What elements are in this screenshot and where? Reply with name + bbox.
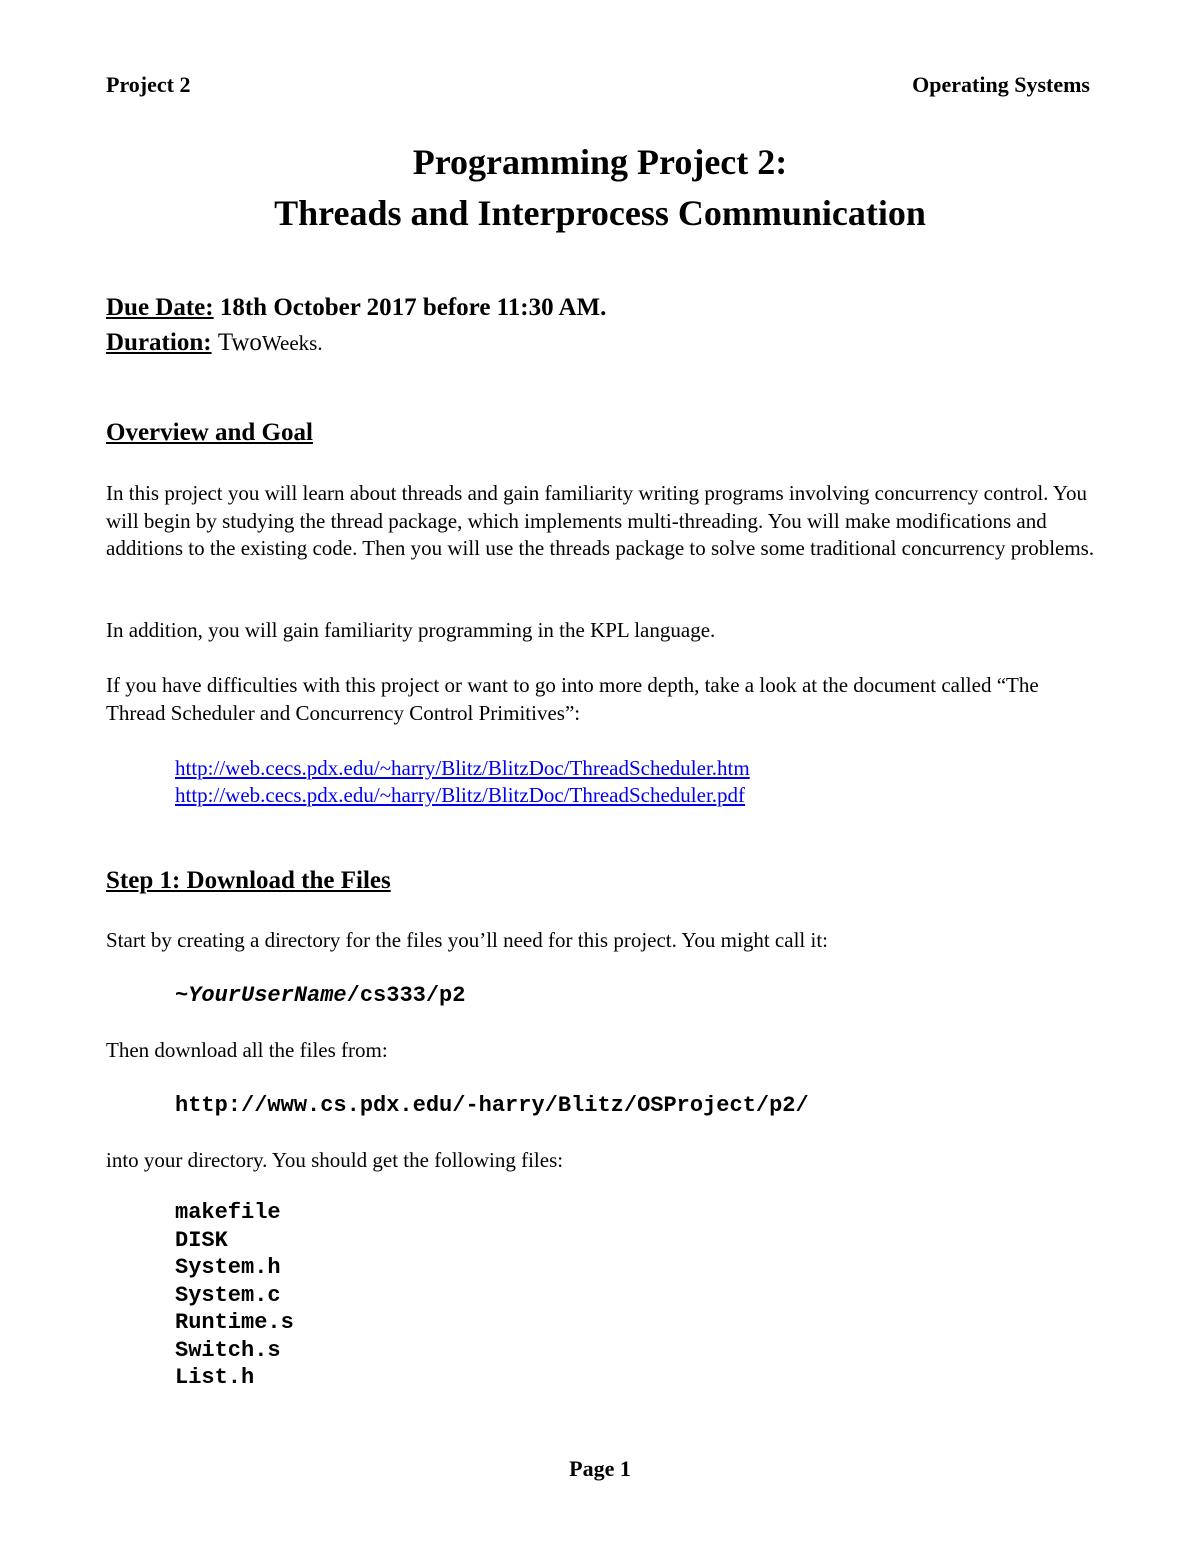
file-item: DISK [175, 1227, 228, 1253]
overview-paragraph-1: In this project you will learn about threads and gain familiarity writing programs involving concurrency control. You will begin by studying the thread package, which implements multi-threading. You will make modifications and additions to the existing code. Then you will use the threads package to solve some traditional concurrency problems. [106, 481, 1095, 560]
dir-suffix: /cs333/p2 [346, 983, 466, 1008]
step1-intro: Start by creating a directory for the files you’ll need for this project. You might call it: [106, 928, 828, 952]
header-course: Operating Systems [912, 72, 1090, 97]
file-item: List.h [175, 1365, 255, 1390]
dir-prefix: ~ [175, 983, 189, 1008]
step1-heading: Step 1: Download the Files [106, 867, 391, 894]
duration-two: Two [217, 329, 262, 356]
files-intro: into your directory. You should get the following files: [106, 1148, 564, 1172]
file-list [175, 1199, 294, 1392]
duration-row [106, 329, 323, 357]
file-item: System.h [175, 1255, 281, 1280]
file-item: Runtime.s [175, 1310, 294, 1335]
due-date-value: 18th October 2017 before 11:30 AM. [219, 294, 607, 321]
page-title-line1: Programming Project 2: [412, 142, 788, 182]
file-item: System.c [175, 1282, 281, 1308]
download-text: Then download all the files from: [106, 1038, 388, 1062]
reference-links [175, 755, 750, 809]
dir-username: YourUserName [188, 983, 347, 1008]
header-project: Project 2 [106, 72, 191, 97]
download-url: http://www.cs.pdx.edu/-harry/Blitz/OSProject/p2/ [175, 1093, 809, 1118]
overview-paragraph-2: In addition, you will gain familiarity programming in the KPL language. [106, 618, 716, 642]
duration-weeks: Weeks. [261, 331, 323, 355]
file-item: Switch.s [175, 1337, 281, 1363]
page-number: Page 1 [569, 1456, 631, 1481]
file-item: makefile [175, 1200, 281, 1225]
link-thread-scheduler-htm[interactable]: http://web.cecs.pdx.edu/~harry/Blitz/BlitzDoc/ThreadScheduler.htm [175, 756, 750, 780]
overview-heading: Overview and Goal [106, 419, 313, 446]
due-date-label: Due Date: [106, 294, 214, 321]
duration-label: Duration: [106, 329, 212, 356]
link-thread-scheduler-pdf[interactable]: http://web.cecs.pdx.edu/~harry/Blitz/BlitzDoc/ThreadScheduler.pdf [175, 783, 746, 807]
due-date-row [106, 294, 606, 322]
directory-path [175, 983, 465, 1008]
page-title-line2: Threads and Interprocess Communication [274, 193, 926, 233]
overview-paragraph-3: If you have difficulties with this project or want to go into more depth, take a look at the document called “The Thread Scheduler and Concurrency Control Primitives”: [106, 673, 1039, 725]
